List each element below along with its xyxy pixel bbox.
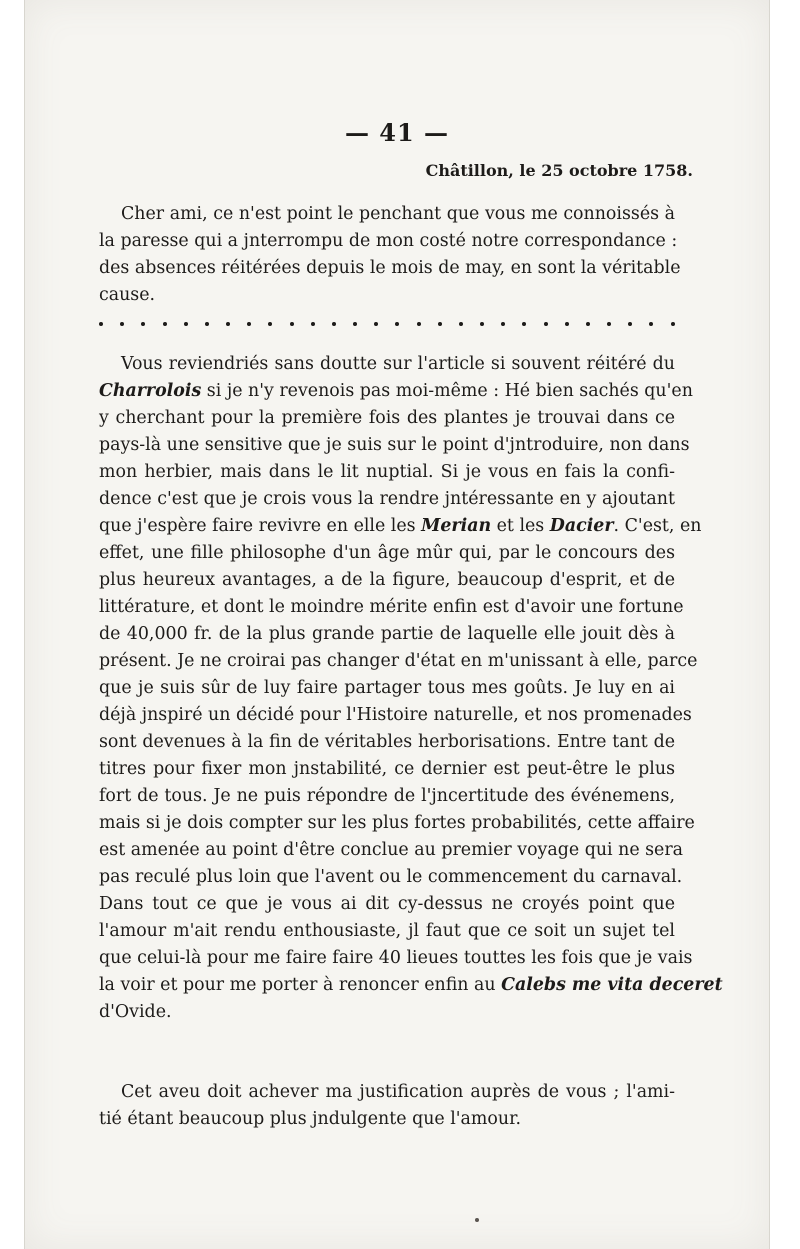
paragraph-opening	[99, 201, 681, 309]
paper-speck	[475, 1218, 479, 1222]
omission-dot	[205, 322, 209, 326]
text-line: Cher ami, ce n'est point le penchant que vous me connoissés à	[121, 204, 675, 224]
text-line: fort de tous. Je ne puis répondre de l'jncertitude des événemens,	[99, 786, 675, 806]
omission-dot	[417, 322, 421, 326]
text-line: mon herbier, mais dans le lit nuptial. Si je vous en fais la confi-	[99, 462, 675, 482]
text-line: Vous reviendriés sans doutte sur l'article si souvent réitéré du	[121, 354, 675, 374]
omission-dot	[290, 322, 294, 326]
text-line: effet, une fille philosophe d'un âge mûr qui, par le concours des	[99, 543, 675, 563]
omission-dot	[586, 322, 590, 326]
omission-dot	[247, 322, 251, 326]
omission-dot	[649, 322, 653, 326]
omission-dot	[184, 322, 188, 326]
text-line: d'Ovide.	[99, 1002, 172, 1022]
text-line: sont devenues à la fin de véritables herborisations. Entre tant de	[99, 732, 675, 752]
text-line: tié étant beaucoup plus jndulgente que l'amour.	[99, 1109, 522, 1129]
italic-place-name: Charrolois	[99, 381, 202, 401]
omission-dot	[565, 322, 569, 326]
omission-dot	[522, 322, 526, 326]
omission-dot	[395, 322, 399, 326]
omission-dot	[311, 322, 315, 326]
omission-dot	[544, 322, 548, 326]
omission-dot	[120, 322, 124, 326]
text-line: plus heureux avantages, a de la figure, beaucoup d'esprit, et de	[99, 570, 675, 590]
omission-dot	[163, 322, 167, 326]
omission-dot	[671, 322, 675, 326]
text-line: dence c'est que je crois vous la rendre jntéressante en y ajoutant	[99, 489, 675, 509]
paragraph-main	[99, 351, 723, 1026]
omission-dot	[628, 322, 632, 326]
omission-dot	[501, 322, 505, 326]
text-line: Cet aveu doit achever ma justification auprès de vous ; l'ami-	[121, 1082, 675, 1102]
text-line: des absences réitérées depuis le mois de may, en sont la véritable	[99, 258, 681, 278]
text-line: pays-là une sensitive que je suis sur le point d'jntroduire, non dans	[99, 435, 690, 455]
text-line: l'amour m'ait rendu enthousiaste, jl faut que ce soit un sujet tel	[99, 921, 675, 941]
text-line: mais si je dois compter sur les plus fortes probabilités, cette affaire	[99, 813, 695, 833]
text-line: pas reculé plus loin que l'avent ou le commencement du carnaval.	[99, 867, 683, 887]
text-run: et les	[491, 516, 550, 536]
paragraph-closing	[99, 1079, 675, 1133]
omission-dot	[480, 322, 484, 326]
omission-dot	[332, 322, 336, 326]
text-line: déjà jnspiré un décidé pour l'Histoire naturelle, et nos promenades	[99, 705, 692, 725]
text-line: y cherchant pour la première fois des plantes je trouvai dans ce	[99, 408, 675, 428]
text-run: . C'est, en	[613, 516, 702, 536]
text-line: que je suis sûr de luy faire partager tous mes goûts. Je luy en ai	[99, 678, 675, 698]
omission-dot	[374, 322, 378, 326]
omission-dot	[141, 322, 145, 326]
text-line: de 40,000 fr. de la plus grande partie de laquelle elle jouit dès à	[99, 624, 675, 644]
omission-dot	[459, 322, 463, 326]
text-run: la voir et pour me porter à renoncer enfin au	[99, 975, 502, 995]
text-run: si je n'y revenois pas moi-même : Hé bien sachés qu'en	[201, 381, 693, 401]
text-run: que j'espère faire revivre en elle les	[99, 516, 422, 536]
omission-dot-leader	[99, 310, 675, 338]
omission-dot	[226, 322, 230, 326]
text-line	[99, 513, 702, 540]
text-line: est amenée au point d'être conclue au premier voyage qui ne sera	[99, 840, 684, 860]
omission-dot	[268, 322, 272, 326]
omission-dot	[353, 322, 357, 326]
italic-name-merian: Merian	[421, 516, 492, 536]
omission-dot	[438, 322, 442, 326]
text-line: littérature, et dont le moindre mérite enfin est d'avoir une fortune	[99, 597, 684, 617]
text-line: la paresse qui a jnterrompu de mon costé notre correspondance :	[99, 231, 678, 251]
text-line: présent. Je ne croirai pas changer d'état en m'unissant à elle, parce	[99, 651, 698, 671]
italic-name-dacier: Dacier	[549, 516, 614, 536]
page-number: — 41 —	[344, 118, 450, 147]
omission-dot	[607, 322, 611, 326]
omission-dot	[99, 322, 103, 326]
italic-quotation: Calebs me vita deceret	[501, 975, 723, 995]
letter-dateline: Châtillon, le 25 octobre 1758.	[425, 161, 693, 180]
text-line	[99, 378, 693, 405]
text-line: que celui-là pour me faire faire 40 lieues touttes les fois que je vais	[99, 948, 693, 968]
book-page	[24, 0, 770, 1249]
text-line: cause.	[99, 285, 156, 305]
text-line: Dans tout ce que je vous ai dit cy-dessus ne croyés point que	[99, 894, 675, 914]
text-line: titres pour fixer mon jnstabilité, ce dernier est peut-être le plus	[99, 759, 675, 779]
text-line	[99, 972, 723, 999]
